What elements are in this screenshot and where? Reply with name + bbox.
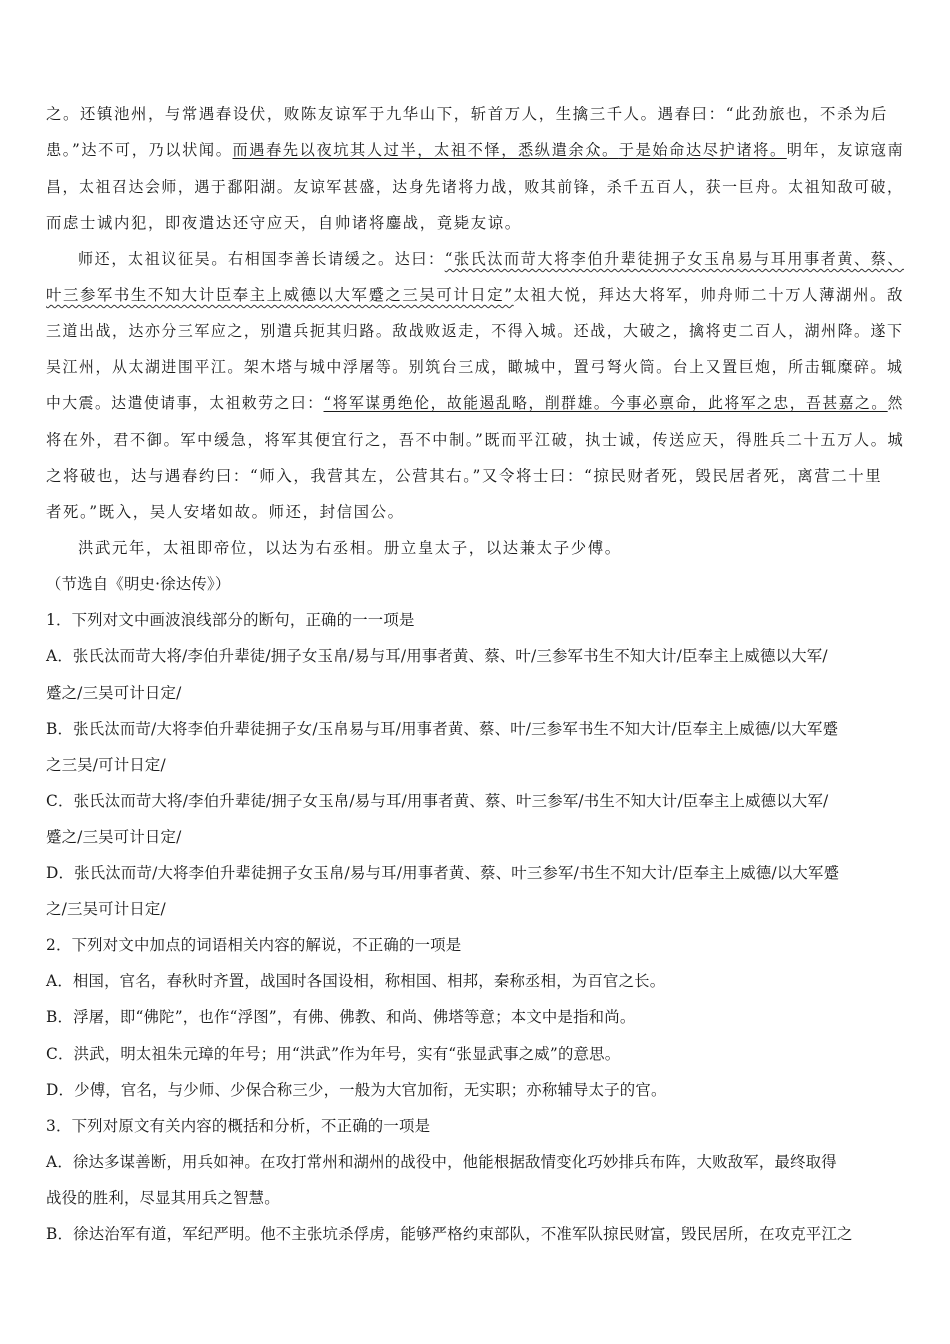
passage-line: 者死。”既入，吴人安堵如故。师还，封信国公。 xyxy=(46,503,405,521)
option-a[interactable]: A．徐达多谋善断，用兵如神。在攻打常州和湖州的战役中，他能根据敌情变化巧妙排兵布阵，大败敌军，最终取得 xyxy=(46,1153,837,1171)
passage-text: 中大震。达遣使请事，太祖敕劳之曰： xyxy=(46,394,324,412)
passage-line: 三道出战，达亦分三军应之，别遣兵扼其归路。敌战败返走，不得入城。还战，大破之，擒将吏二百人，湖州降。遂下 xyxy=(46,322,904,340)
option-d[interactable]: D．张氏汰而苛/大将李伯升辈徒拥子女玉帛/易与耳/用事者黄、蔡、叶三参军/书生不知大计/臣奉主上威德/以大军蹙 xyxy=(46,864,840,882)
passage-text: 患。”达不可，乃以状闻。 xyxy=(46,141,233,159)
option-b[interactable]: B．徐达治军有道，军纪严明。他不主张坑杀俘虏，能够严格约束部队，不准军队掠民财富，毁民居所，在攻克平江之 xyxy=(46,1225,853,1243)
option-c[interactable]: C．张氏汰而苛大将/李伯升辈徒/拥子女玉帛/易与耳/用事者黄、蔡、叶三参军/书生不知大计/臣奉主上威德以大军/ xyxy=(46,792,829,810)
underlined-sentence: 而遇春先以夜坑其人过半，太祖不怿，悉纵遣余众。 xyxy=(232,141,619,159)
passage-line: 之。还镇池州，与常遇春设伏，败陈友谅军于九华山下，斩首万人，生擒三千人。遇春曰：“此劲旅也，不杀为后 xyxy=(46,105,889,123)
passage-line: 吴江州，从太湖进围平江。架木塔与城中浮屠等。别筑台三成，瞰城中，置弓弩火筒。台上又置巨炮，所击辄糜碎。城 xyxy=(46,358,904,376)
passage-line xyxy=(46,393,904,413)
passage-line: 昌，太祖召达会师，遇于鄱阳湖。友谅军甚盛，达身先诸将力战，败其前锋，杀千五百人，获一巨舟。太祖知敌可破， xyxy=(46,178,904,196)
option-a-cont: 战役的胜利，尽显其用兵之智慧。 xyxy=(46,1189,280,1207)
passage-line: 之将破也，达与遇春约曰：“师入，我营其左，公营其右。”又令将士曰：“掠民财者死，毁民居者死，离营二十里 xyxy=(46,467,883,485)
option-a[interactable]: A．相国，官名，春秋时齐置，战国时各国设相，称相国、相邦，秦称丞相，为百官之长。 xyxy=(46,972,666,990)
question-stem: 3．下列对原文有关内容的概括和分析，不正确的一项是 xyxy=(46,1117,431,1135)
option-c-cont: 蹙之/三吴可计日定/ xyxy=(46,828,182,846)
option-d-cont: 之/三吴可计日定/ xyxy=(46,900,166,918)
option-c[interactable]: C．洪武，明太祖朱元璋的年号；用“洪武”作为年号，实有“张显武事之威”的意思。 xyxy=(46,1045,621,1063)
option-b[interactable]: B．张氏汰而苛/大将李伯升辈徒拥子女/玉帛易与耳/用事者黄、蔡、叶/三参军书生不知大计/臣奉主上威德/以大军蹙 xyxy=(46,720,839,738)
wavy-underlined-text: “张氏汰而苛大将李伯升辈徒拥子女玉帛易与耳用事者黄、蔡、 xyxy=(444,250,905,268)
passage-line: 洪武元年，太祖即帝位，以达为右丞相。册立皇太子，以达兼太子少傅。 xyxy=(78,539,622,557)
passage-line xyxy=(46,140,904,160)
passage-text: 师还，太祖议征吴。右相国李善长请缓之。达曰： xyxy=(78,250,445,268)
passage-line xyxy=(78,249,904,269)
option-b-cont: 之三吴/可计日定/ xyxy=(46,756,166,774)
question-stem: 2．下列对文中加点的词语相关内容的解说，不正确的一项是 xyxy=(46,936,462,954)
question-stem: 1．下列对文中画波浪线部分的断句，正确的一一项是 xyxy=(46,611,415,629)
underlined-sentence: 于是始命达尽护诸将。 xyxy=(618,141,787,159)
passage-line: 而虑士诚内犯，即夜遣达还守应天，自帅诸将鏖战，竟毙友谅。 xyxy=(46,214,522,232)
option-a[interactable]: A．张氏汰而苛大将/李伯升辈徒/拥子女玉帛/易与耳/用事者黄、蔡、叶/三参军书生不知大计/臣奉主上威德以大军/ xyxy=(46,647,828,665)
passage-line: 将在外，君不御。军中缓急，将军其便宜行之，吾不中制。”既而平江破，执士诚，传送应天，得胜兵二十五万人。城 xyxy=(46,431,905,449)
option-b[interactable]: B．浮屠，即“佛陀”，也作“浮图”，有佛、佛教、和尚、佛塔等意；本文中是指和尚。 xyxy=(46,1008,636,1026)
source-citation: （节选自《明史·徐达传》） xyxy=(46,575,231,593)
option-d[interactable]: D．少傅，官名，与少师、少保合称三少，一般为大官加衔，无实职；亦称辅导太子的官。 xyxy=(46,1081,667,1099)
passage-text: 明年，友谅寇南 xyxy=(786,141,905,159)
passage-text: 然 xyxy=(887,394,904,412)
wavy-underlined-text: 叶三参军书生不知大计臣奉主上威德以大军蹙之三吴可计日定” xyxy=(46,286,514,304)
passage-text: 太祖大悦，拜达大将军，帅舟师二十万人薄湖州。敌 xyxy=(513,286,905,304)
option-a-cont: 蹙之/三吴可计日定/ xyxy=(46,684,182,702)
passage-line xyxy=(46,285,904,305)
underlined-sentence: “将军谋勇绝伦，故能遏乱略，削群雄。今事必禀命，此将军之忠，吾甚嘉之。 xyxy=(323,394,888,412)
